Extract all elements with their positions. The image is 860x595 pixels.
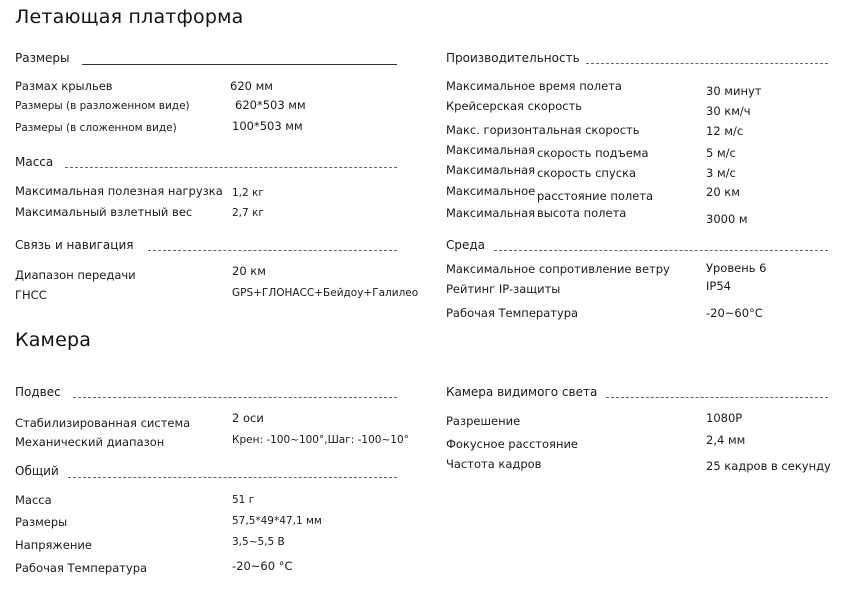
gnss-label: ГНСС bbox=[15, 288, 47, 302]
hspeed-value: 12 м/с bbox=[706, 124, 744, 138]
descent-value: 3 м/с bbox=[706, 166, 736, 180]
descent-label-a: Максимальная bbox=[446, 163, 536, 177]
focal-label: Фокусное расстояние bbox=[446, 437, 579, 451]
climb-label-a: Максимальная bbox=[446, 143, 536, 157]
payload-value: 1,2 кг bbox=[232, 187, 264, 199]
ip-label: Рейтинг IP-защиты bbox=[446, 282, 561, 296]
resolution-value: 1080P bbox=[706, 411, 743, 425]
sizes-divider bbox=[82, 64, 397, 65]
wind-value: Уровень 6 bbox=[706, 261, 767, 275]
flight-time-label: Максимальное время полета bbox=[446, 79, 622, 93]
focal-value: 2,4 мм bbox=[706, 433, 746, 447]
hspeed-label: Макс. горизонтальная скорость bbox=[446, 123, 640, 137]
payload-label: Максимальная полезная нагрузка bbox=[15, 184, 223, 198]
flight-time-value: 30 минут bbox=[706, 84, 762, 98]
general-heading: Общий bbox=[15, 464, 59, 478]
performance-heading: Производительность bbox=[446, 51, 580, 65]
takeoff-label: Максимальный взлетный вес bbox=[15, 205, 193, 219]
wingspan-value: 620 мм bbox=[230, 79, 273, 93]
visible-camera-heading: Камера видимого света bbox=[446, 385, 598, 399]
range-value: 20 км bbox=[232, 264, 266, 278]
ip-value: IP54 bbox=[706, 279, 731, 293]
performance-divider bbox=[586, 63, 828, 64]
range-label: Диапазон передачи bbox=[15, 268, 136, 282]
fps-value: 25 кадров в секунду bbox=[706, 459, 831, 473]
visible-camera-divider bbox=[606, 397, 828, 398]
unfolded-label: Размеры (в разложенном виде) bbox=[15, 100, 190, 112]
comm-divider bbox=[148, 250, 397, 251]
gen-voltage-value: 3,5~5,5 В bbox=[232, 536, 285, 548]
mech-label: Механический диапазон bbox=[15, 435, 165, 449]
environment-divider bbox=[494, 250, 828, 251]
resolution-label: Разрешение bbox=[446, 414, 521, 428]
stab-value: 2 оси bbox=[232, 411, 264, 425]
mech-value: Крен: -100~100°,Шаг: -100~10° bbox=[232, 434, 409, 446]
cruise-label: Крейсерская скорость bbox=[446, 99, 583, 113]
fps-label: Частота кадров bbox=[446, 457, 542, 471]
comm-heading: Связь и навигация bbox=[15, 238, 134, 252]
distance-value: 20 км bbox=[706, 185, 740, 199]
folded-value: 100*503 мм bbox=[232, 119, 303, 133]
altitude-value: 3000 м bbox=[706, 212, 748, 226]
distance-label-a: Максимальное bbox=[446, 184, 536, 198]
climb-value: 5 м/с bbox=[706, 146, 736, 160]
gen-mass-label: Масса bbox=[15, 493, 52, 507]
folded-label: Размеры (в сложенном виде) bbox=[15, 122, 177, 134]
environment-heading: Среда bbox=[446, 238, 486, 252]
descent-label-b: скорость спуска bbox=[537, 166, 637, 180]
cruise-value: 30 км/ч bbox=[706, 104, 751, 118]
gen-temp-label: Рабочая Температура bbox=[15, 561, 148, 575]
stab-label: Стабилизированная система bbox=[15, 416, 191, 430]
env-temp-label: Рабочая Температура bbox=[446, 306, 579, 320]
env-temp-value: -20~60°C bbox=[706, 306, 763, 320]
gimbal-heading: Подвес bbox=[15, 385, 61, 399]
platform-title: Летающая платформа bbox=[15, 6, 244, 28]
distance-label-b: расстояние полета bbox=[537, 189, 654, 203]
gimbal-divider bbox=[73, 397, 397, 398]
gen-voltage-label: Напряжение bbox=[15, 538, 92, 552]
general-divider bbox=[68, 477, 397, 478]
gen-mass-value: 51 г bbox=[232, 494, 255, 506]
mass-heading: Масса bbox=[15, 155, 54, 169]
mass-divider bbox=[65, 167, 397, 168]
camera-title: Камера bbox=[15, 329, 92, 351]
gen-dims-label: Размеры bbox=[15, 515, 68, 529]
gen-dims-value: 57,5*49*47,1 мм bbox=[232, 515, 322, 527]
unfolded-value: 620*503 мм bbox=[235, 98, 306, 112]
gen-temp-value: -20~60 °C bbox=[232, 559, 293, 573]
climb-label-b: скорость подъема bbox=[537, 146, 649, 160]
altitude-label-b: высота полета bbox=[537, 206, 627, 220]
sizes-heading: Размеры bbox=[15, 51, 70, 65]
gnss-value: GPS+ГЛОНАСС+Бейдоу+Галилео bbox=[232, 287, 419, 299]
wind-label: Максимальное сопротивление ветру bbox=[446, 262, 670, 276]
takeoff-value: 2,7 кг bbox=[232, 207, 264, 219]
altitude-label-a: Максимальная bbox=[446, 206, 536, 220]
wingspan-label: Размах крыльев bbox=[15, 79, 113, 93]
